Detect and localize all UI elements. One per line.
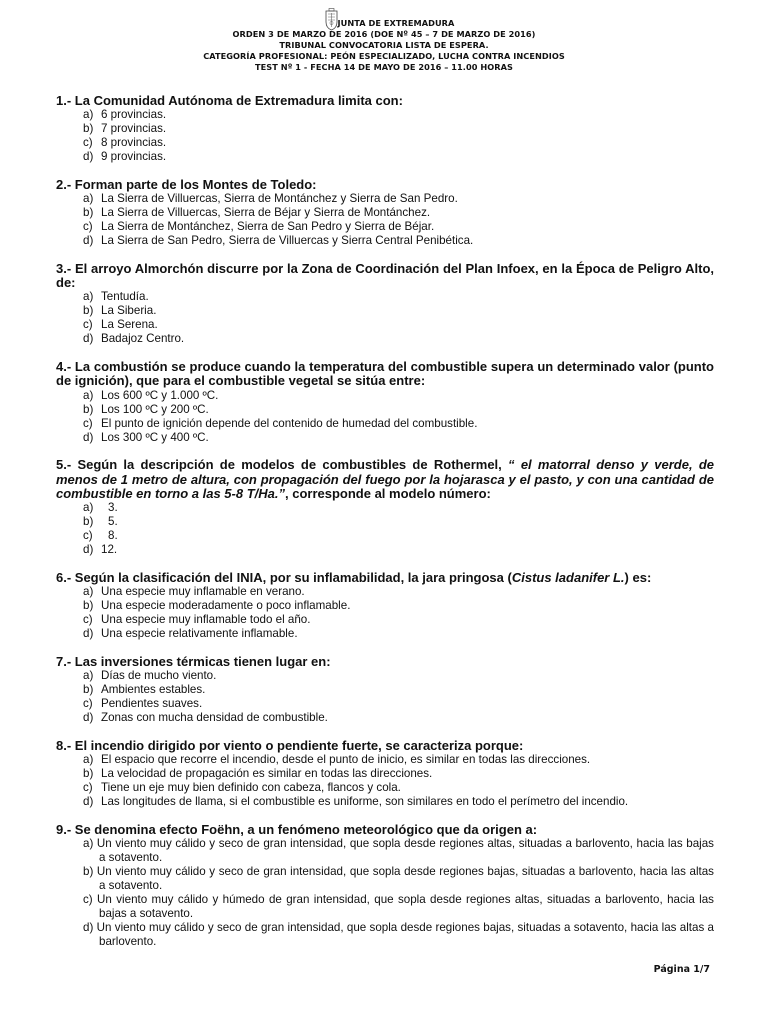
option-letter: b)	[83, 767, 94, 781]
option-text: Tiene un eje muy bien definido con cabeza, flancos y cola.	[101, 781, 401, 795]
option-letter: b)	[83, 865, 94, 879]
option-letter: d)	[83, 795, 94, 809]
option-b	[83, 683, 714, 697]
question-title-end: , corresponde al modelo número:	[285, 485, 491, 501]
option-list	[56, 192, 714, 248]
question-3	[56, 262, 714, 346]
option-text: La Sierra de Montánchez, Sierra de San Pedro y Sierra de Béjar.	[101, 220, 435, 234]
option-letter: c)	[83, 529, 93, 543]
option-letter: c)	[83, 318, 93, 332]
header-test-date: TEST Nº 1 - FECHA 14 DE MAYO DE 2016 – 11.00 HORAS	[255, 62, 513, 73]
option-letter: a)	[83, 290, 94, 304]
question-title: 4.- La combustión se produce cuando la temperatura del combustible supera un determinado valor (punto de ignición), que para el combustible vegetal se sitúa entre:	[56, 359, 714, 389]
option-letter: c)	[83, 416, 93, 430]
option-letter: b)	[83, 599, 94, 613]
option-letter: b)	[83, 206, 94, 220]
option-b	[83, 122, 714, 136]
option-c	[83, 613, 714, 627]
option-letter: c)	[83, 613, 93, 627]
option-text: La Siberia.	[101, 304, 157, 318]
option-letter: a)	[83, 837, 94, 851]
option-letter: d)	[83, 711, 94, 725]
option-letter: d)	[83, 234, 94, 248]
option-d	[83, 627, 714, 641]
coat-of-arms-icon	[323, 8, 340, 32]
option-list	[56, 837, 714, 949]
option-text: La Sierra de Villuercas, Sierra de Béjar y Sierra de Montánchez.	[101, 206, 431, 220]
option-letter: a)	[83, 501, 94, 515]
header-tribunal: TRIBUNAL CONVOCATORIA LISTA DE ESPERA.	[279, 40, 489, 51]
option-text: 8 provincias.	[101, 136, 167, 150]
option-text: 7 provincias.	[101, 122, 167, 136]
option-text: Un viento muy cálido y húmedo de gran intensidad, que sopla desde regiones altas, situadas a barlovento, hacia las bajas a sotavento.	[97, 893, 714, 921]
option-text: Una especie relativamente inflamable.	[101, 627, 298, 641]
option-letter: a)	[83, 585, 94, 599]
option-text: La velocidad de propagación es similar en todas las direcciones.	[101, 767, 433, 781]
option-text: Las longitudes de llama, si el combustible es uniforme, son similares en todo el perímetro del incendio.	[101, 795, 629, 809]
option-letter: d)	[83, 921, 94, 935]
option-text: La Sierra de San Pedro, Sierra de Villuercas y Sierra Central Penibética.	[101, 234, 474, 248]
option-letter: c)	[83, 220, 93, 234]
option-a	[83, 753, 714, 767]
question-9	[56, 823, 714, 949]
option-letter: a)	[83, 192, 94, 206]
option-a	[83, 108, 714, 122]
option-list	[56, 501, 714, 557]
page-number: Página 1/7	[653, 964, 710, 975]
question-title-start: 6.- Según la clasificación del INIA, por su inflamabilidad, la jara pringosa (	[56, 569, 512, 585]
option-text: 8.	[108, 529, 118, 543]
question-6	[56, 571, 714, 641]
option-text: Un viento muy cálido y seco de gran intensidad, que sopla desde regiones bajas, situadas a barlovento, hacia las altas a sotavento.	[96, 865, 714, 893]
option-list	[56, 389, 714, 445]
option-text: 12.	[101, 543, 118, 557]
option-b	[83, 515, 714, 529]
question-title-quote: “ el matorral denso y verde, de menos de 1 metro de altura, con propagación del fuego por la hojarasca y el pasto, y con una cantidad de combustible en torno a las 5-8 T/Ha.”	[56, 457, 714, 501]
option-letter: b)	[83, 683, 94, 697]
option-letter: b)	[83, 122, 94, 136]
option-letter: c)	[83, 136, 93, 150]
question-4	[56, 360, 714, 444]
option-a	[83, 837, 714, 865]
option-letter: b)	[83, 402, 94, 416]
option-text: Badajoz Centro.	[101, 332, 185, 346]
question-5	[56, 458, 714, 557]
option-list	[56, 290, 714, 346]
question-7	[56, 655, 714, 725]
option-c	[83, 417, 714, 431]
option-d	[83, 921, 714, 949]
option-text: Ambientes estables.	[101, 683, 206, 697]
document-header	[0, 8, 768, 73]
option-letter: d)	[83, 150, 94, 164]
option-text: La Sierra de Villuercas, Sierra de Montánchez y Sierra de San Pedro.	[101, 192, 458, 206]
option-d	[83, 431, 714, 445]
option-letter: a)	[83, 753, 94, 767]
option-d	[83, 795, 714, 809]
option-text: Una especie muy inflamable en verano.	[101, 585, 305, 599]
option-list	[56, 669, 714, 725]
option-c	[83, 529, 714, 543]
option-a	[83, 501, 714, 515]
option-b	[83, 599, 714, 613]
option-d	[83, 332, 714, 346]
option-text: Los 300 ºC y 400 ºC.	[101, 430, 209, 444]
option-letter: d)	[83, 627, 94, 641]
option-text: Un viento muy cálido y seco de gran intensidad, que sopla desde regiones bajas, situadas a sotavento, hacia las altas a barlovento.	[96, 921, 714, 949]
option-list	[56, 108, 714, 164]
question-2	[56, 178, 714, 248]
header-organization: JUNTA DE EXTREMADURA	[337, 18, 455, 28]
question-title: 8.- El incendio dirigido por viento o pendiente fuerte, se caracteriza porque:	[56, 737, 524, 753]
option-text: Los 100 ºC y 200 ºC.	[101, 402, 209, 416]
option-letter: c)	[83, 893, 93, 907]
option-a	[83, 669, 714, 683]
question-title-end: ) es:	[624, 569, 652, 585]
question-title: 7.- Las inversiones térmicas tienen lugar en:	[56, 653, 331, 669]
option-letter: d)	[83, 543, 94, 557]
option-c	[83, 318, 714, 332]
option-d	[83, 711, 714, 725]
option-b	[83, 767, 714, 781]
option-a	[83, 585, 714, 599]
header-category: CATEGORÍA PROFESIONAL: PEÓN ESPECIALIZADO, LUCHA CONTRA INCENDIOS	[203, 51, 565, 62]
option-text: Un viento muy cálido y seco de gran intensidad, que sopla desde regiones altas, situadas a barlovento, hacia las bajas a sotavento.	[96, 837, 714, 865]
option-d	[83, 543, 714, 557]
option-letter: c)	[83, 781, 93, 795]
question-list	[56, 94, 714, 963]
option-letter: d)	[83, 430, 94, 444]
option-list	[56, 585, 714, 641]
option-c	[83, 781, 714, 795]
option-c	[83, 220, 714, 234]
option-letter: a)	[83, 669, 94, 683]
option-a	[83, 290, 714, 304]
option-letter: a)	[83, 388, 94, 402]
question-1	[56, 94, 714, 164]
option-letter: c)	[83, 697, 93, 711]
question-title: 1.- La Comunidad Autónoma de Extremadura limita con:	[56, 93, 403, 108]
option-c	[83, 893, 714, 921]
option-b	[83, 403, 714, 417]
option-letter: d)	[83, 332, 94, 346]
species-name: Cistus ladanifer L.	[511, 569, 625, 585]
option-a	[83, 192, 714, 206]
option-c	[83, 697, 714, 711]
option-b	[83, 206, 714, 220]
option-text: Zonas con mucha densidad de combustible.	[101, 711, 328, 725]
question-title-start: 5.- Según la descripción de modelos de combustibles de Rothermel,	[56, 457, 509, 473]
option-text: El espacio que recorre el incendio, desde el punto de inicio, es similar en todas las direcciones.	[101, 753, 591, 767]
question-title: 3.- El arroyo Almorchón discurre por la Zona de Coordinación del Plan Infoex, en la Época de Peligro Alto, de:	[56, 261, 714, 291]
option-text: 9 provincias.	[101, 150, 167, 164]
option-text: 6 provincias.	[101, 108, 167, 122]
option-b	[83, 865, 714, 893]
option-c	[83, 136, 714, 150]
option-b	[83, 304, 714, 318]
option-text: Pendientes suaves.	[101, 697, 203, 711]
option-a	[83, 389, 714, 403]
option-text: Una especie muy inflamable todo el año.	[101, 613, 311, 627]
option-text: La Serena.	[101, 318, 158, 332]
question-title	[56, 571, 714, 585]
option-text: El punto de ignición depende del contenido de humedad del combustible.	[101, 416, 478, 430]
option-letter: b)	[83, 515, 94, 529]
option-text: Tentudía.	[101, 290, 149, 304]
option-letter: a)	[83, 108, 94, 122]
header-order: ORDEN 3 DE MARZO DE 2016 (DOE Nº 45 – 7 DE MARZO DE 2016)	[232, 29, 536, 40]
option-text: Días de mucho viento.	[101, 669, 217, 683]
option-text: Los 600 ºC y 1.000 ºC.	[101, 388, 219, 402]
option-text: Una especie moderadamente o poco inflamable.	[101, 599, 351, 613]
option-letter: b)	[83, 304, 94, 318]
question-title	[56, 458, 714, 501]
question-title: 9.- Se denomina efecto Foëhn, a un fenómeno meteorológico que da origen a:	[56, 821, 538, 837]
option-text: 5.	[108, 515, 118, 529]
option-d	[83, 234, 714, 248]
question-8	[56, 739, 714, 809]
question-title: 2.- Forman parte de los Montes de Toledo:	[56, 177, 317, 192]
option-d	[83, 150, 714, 164]
option-list	[56, 753, 714, 809]
option-text: 3.	[108, 501, 118, 515]
